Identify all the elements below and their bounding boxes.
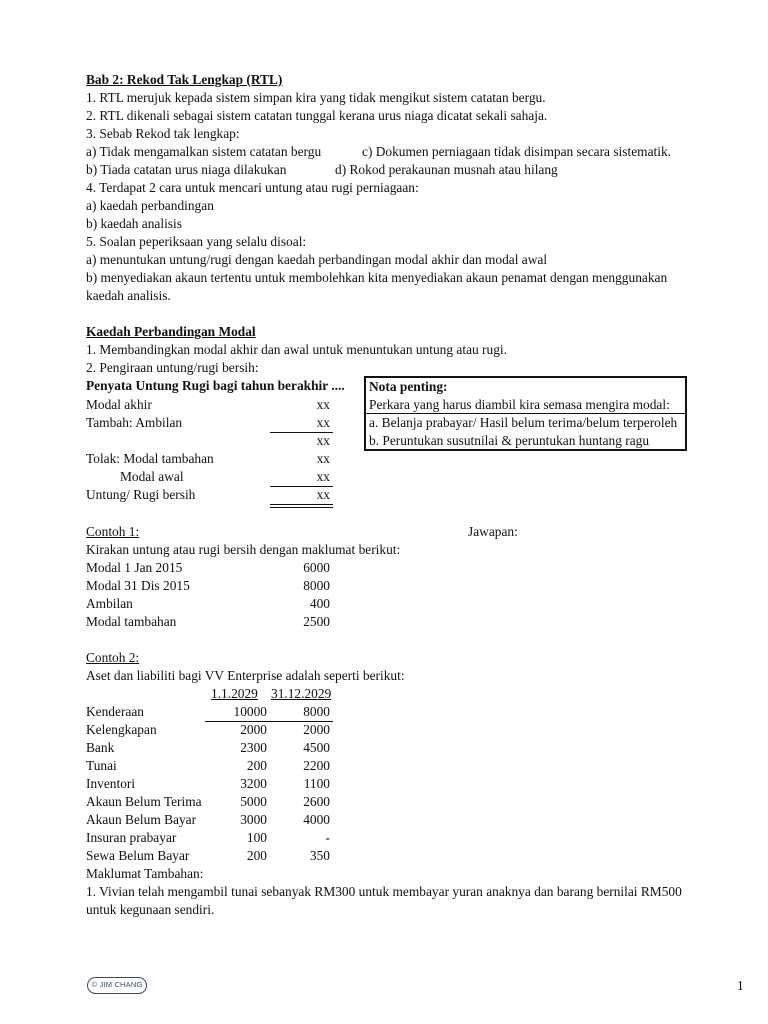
example-1-value: 6000	[303, 560, 330, 575]
reason-d: d) Rokod perakaunan musnah atau hilang	[335, 162, 558, 177]
statement-label: Modal akhir	[86, 397, 152, 412]
row-value-open: 2300	[240, 740, 267, 755]
row-label: Kelengkapan	[86, 722, 157, 737]
total-double-rule	[270, 504, 333, 508]
row-value-open: 100	[246, 830, 267, 845]
author-logo: © JIM CHANG	[87, 977, 147, 994]
header-rule	[205, 721, 333, 722]
example-1-value: 2500	[303, 614, 330, 629]
example-1-label: Modal 31 Dis 2015	[86, 578, 190, 593]
statement-label: Untung/ Rugi bersih	[86, 487, 196, 502]
answer-label: Jawapan:	[468, 524, 518, 539]
statement-label: Modal awal	[120, 469, 184, 484]
row-value-open: 3000	[240, 812, 267, 827]
extra-info-line-2: untuk kegunaan sendiri.	[86, 902, 215, 917]
methods-line-1: 4. Terdapat 2 cara untuk mencari untung atau rugi perniagaan:	[86, 180, 419, 195]
reason-a: a) Tidak mengamalkan sistem catatan bergu	[86, 144, 322, 159]
methods-line-4: 5. Soalan peperiksaan yang selalu disoal:	[86, 234, 307, 249]
row-label: Kenderaan	[86, 704, 144, 719]
extra-info-heading: Maklumat Tambahan:	[86, 866, 204, 881]
statement-value: xx	[316, 433, 330, 448]
row-value-open: 3200	[240, 776, 267, 791]
statement-label: Tambah: Ambilan	[86, 415, 183, 430]
example-2-prompt: Aset dan liabiliti bagi VV Enterprise adalah seperti berikut:	[86, 668, 405, 683]
reason-c: c) Dokumen perniagaan tidak disimpan secara sistematik.	[362, 144, 671, 159]
methods-line-2: a) kaedah perbandingan	[86, 198, 214, 213]
section-line-1: 1. Membandingkan modal akhir dan awal untuk menuntukan untung atau rugi.	[86, 342, 507, 357]
extra-info-line-1: 1. Vivian telah mengambil tunai sebanyak RM300 untuk membayar yuran anaknya dan barang bernilai RM500	[86, 884, 682, 899]
example-1-value: 8000	[303, 578, 330, 593]
reason-b: b) Tiada catatan urus niaga dilakukan	[86, 162, 287, 177]
column-header-open: 1.1.2029	[211, 686, 258, 701]
row-value-close: 2600	[303, 794, 330, 809]
statement-value: xx	[316, 487, 330, 502]
section-line-2: 2. Pengiraan untung/rugi bersih:	[86, 360, 259, 375]
row-value-open: 200	[246, 758, 267, 773]
methods-line-7: kaedah analisis.	[86, 288, 171, 303]
row-value-close: -	[325, 830, 330, 845]
row-value-close: 350	[309, 848, 330, 863]
page-title: Bab 2: Rekod Tak Lengkap (RTL)	[86, 72, 283, 87]
row-value-close: 4500	[303, 740, 330, 755]
section-heading: Kaedah Perbandingan Modal	[86, 324, 256, 339]
example-1-label: Modal 1 Jan 2015	[86, 560, 183, 575]
row-label: Sewa Belum Bayar	[86, 848, 190, 863]
row-value-close: 2000	[303, 722, 330, 737]
page-number: 1	[737, 978, 744, 993]
column-header-close: 31.12.2029	[271, 686, 332, 701]
note-line: a. Belanja prabayar/ Hasil belum terima/belum terperoleh	[369, 415, 678, 430]
statement-value: xx	[316, 469, 330, 484]
note-line: b. Peruntukan susutnilai & peruntukan huntang ragu	[369, 433, 650, 448]
example-1-heading: Contoh 1:	[86, 524, 140, 539]
example-1-prompt: Kirakan untung atau rugi bersih dengan maklumat berikut:	[86, 542, 401, 557]
row-value-open: 10000	[233, 704, 267, 719]
statement-value: xx	[316, 415, 330, 430]
row-value-open: 200	[246, 848, 267, 863]
row-value-close: 2200	[303, 758, 330, 773]
row-value-open: 2000	[240, 722, 267, 737]
statement-title: Penyata Untung Rugi bagi tahun berakhir ....	[86, 378, 345, 393]
example-1-label: Modal tambahan	[86, 614, 177, 629]
methods-line-5: a) menuntukan untung/rugi dengan kaedah perbandingan modal akhir dan modal awal	[86, 252, 548, 267]
statement-value: xx	[316, 451, 330, 466]
methods-line-3: b) kaedah analisis	[86, 216, 182, 231]
row-label: Akaun Belum Bayar	[86, 812, 197, 827]
statement-value: xx	[316, 397, 330, 412]
intro-line-3: 3. Sebab Rekod tak lengkap:	[86, 126, 240, 141]
row-label: Insuran prabayar	[86, 830, 177, 845]
row-value-close: 4000	[303, 812, 330, 827]
statement-label: Tolak: Modal tambahan	[86, 451, 214, 466]
row-value-close: 8000	[303, 704, 330, 719]
methods-line-6: b) menyediakan akaun tertentu untuk membolehkan kita menyediakan akaun penamat dengan menggunakan	[86, 270, 668, 285]
example-2-heading: Contoh 2:	[86, 650, 140, 665]
note-title: Nota penting:	[369, 379, 448, 394]
example-1-label: Ambilan	[86, 596, 133, 611]
intro-line-2: 2. RTL dikenali sebagai sistem catatan tunggal kerana urus niaga dicatat sekali sahaja.	[86, 108, 548, 123]
row-label: Akaun Belum Terima	[86, 794, 202, 809]
row-value-close: 1100	[303, 776, 330, 791]
row-label: Tunai	[86, 758, 117, 773]
note-line: Perkara yang harus diambil kira semasa mengira modal:	[369, 397, 670, 412]
example-1-value: 400	[309, 596, 330, 611]
row-label: Inventori	[86, 776, 136, 791]
intro-line-1: 1. RTL merujuk kepada sistem simpan kira yang tidak mengikut sistem catatan bergu.	[86, 90, 546, 105]
row-label: Bank	[86, 740, 115, 755]
row-value-open: 5000	[240, 794, 267, 809]
